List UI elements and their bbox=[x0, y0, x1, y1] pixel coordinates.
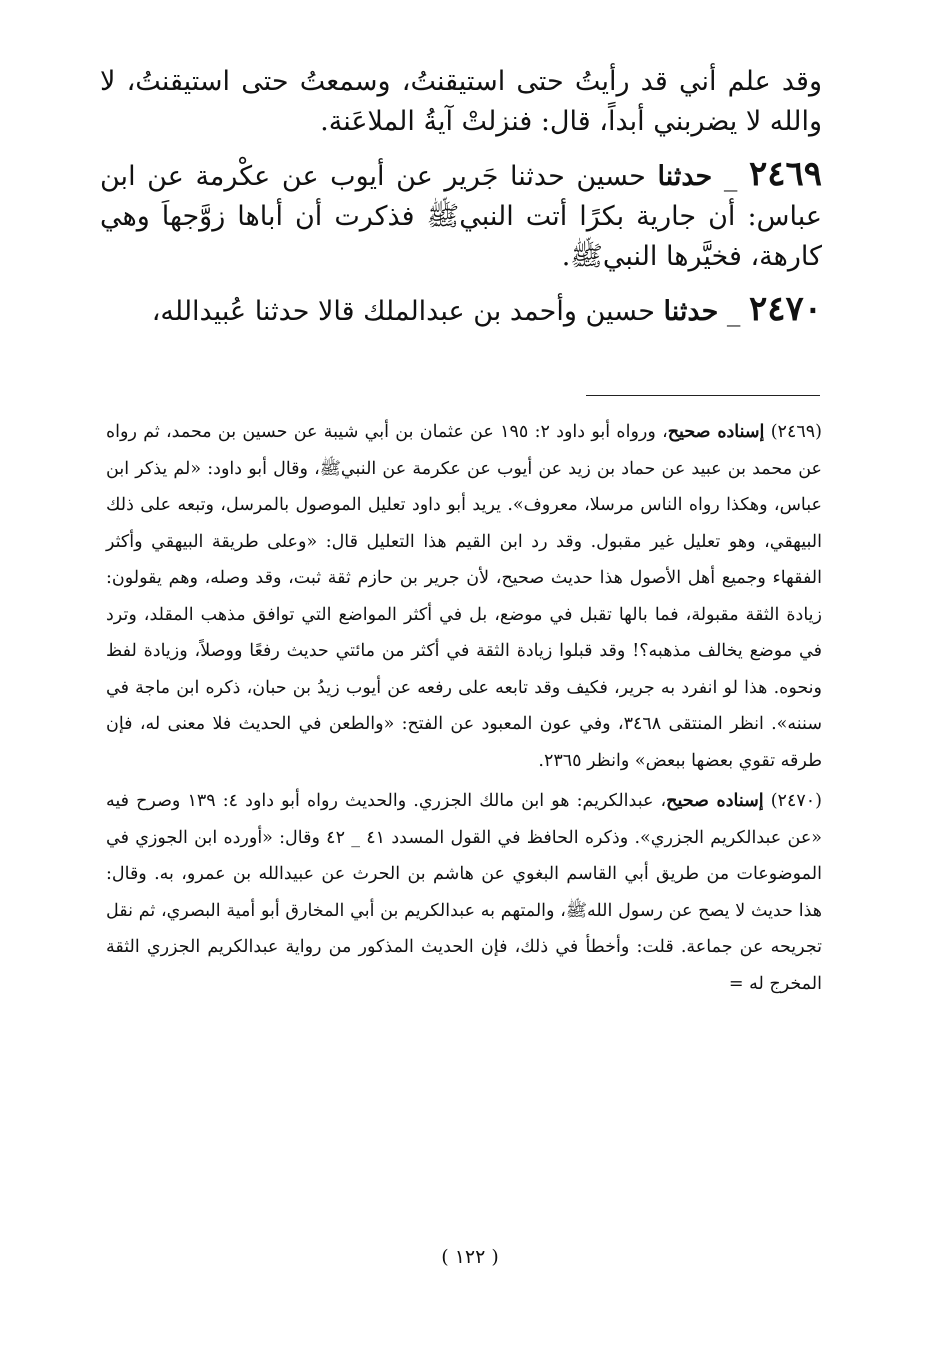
footnotes-block bbox=[106, 414, 822, 1002]
footnote-2470 bbox=[106, 783, 822, 1002]
hadith-narration-keyword: حدثنا bbox=[657, 161, 713, 192]
hadith-2469 bbox=[100, 154, 822, 277]
footnote-text: ، عبدالكريم: هو ابن مالك الجزري. والحديث رواه أبو داود ٤: ١٣٩ وصرح فيه «عن عبدالكريم الجزري». وذكره الحافظ في القول المسدد ٤١ _ ٤٢ وقال: «أورده ابن الجوزي في الموضوعات من طريق أبي القاسم البغوي عن هاشم بن الحرث عن عبيدالله بن عمرو، به. وقال: هذا حديث لا يصح عن رسول اللهﷺ، والمتهم به عبدالكريم بن أبي المخارق أبو أمية البصري، ثم نقل تجريحه عن جماعة. قلت: وأخطأ في ذلك، فإن الحديث المذكور من رواية عبدالكريم الجزري الثقة المخرج له = bbox=[106, 791, 822, 994]
main-text-block bbox=[100, 62, 822, 332]
hadith-2470 bbox=[100, 289, 822, 332]
hadith-narration-keyword: حدثنا bbox=[663, 296, 719, 327]
hadith-number: ٢٤٧٠ bbox=[748, 289, 822, 329]
page-number: ( ١٢٢ ) bbox=[441, 1246, 499, 1268]
footnote-number: (٢٤٦٩) bbox=[770, 422, 822, 442]
footnote-text: ، ورواه أبو داود ٢: ١٩٥ عن عثمان بن أبي شيبة عن حسين بن محمد، ثم رواه عن محمد بن عبيد عن حماد بن زيد عن أيوب عن عكرمة عن النبيﷺ، وقال أبو داود: «لم يذكر ابن عباس، وهكذا رواه الناس مرسلا، معروف». يريد أبو داود تعليل الموصول بالمرسل، وتبعه على ذلك البيهقي، وهو تعليل غير مقبول. وقد رد ابن القيم هذا التعليل قال: «وعلى طريقة البيهقي وأكثر الفقهاء وجميع أهل الأصول هذا حديث صحيح، لأن جرير بن حازم ثقة ثبت، وقد وصله، وهم يقولون: زيادة الثقة مقبولة، فما بالها تقبل في موضع، بل في أكثر المواضع التي توافق مذهب المقلد، وترد في موضع يخالف مذهبه؟! وقد قبلوا زيادة الثقة في أكثر من مائتي حديث رفعًا ووصلاً، وزيادة لفظ ونحوه. هذا لو انفرد به جرير، فكيف وقد تابعه على رفعه عن أيوب زيدُ بن حبان، ذكره ابن ماجة في سننه». انظر المنتقى ٣٤٦٨، وفي عون المعبود عن الفتح: «والطعن في الحديث فلا معنى له، فإن طرقه تقوي بعضها ببعض» وانظر ٢٣٦٥. bbox=[106, 422, 822, 771]
hadith-text: حسين حدثنا جَرير عن أيوب عن عكْرمة عن ابن عباس: أن جارية بكرًا أتت النبيﷺ فذكرت أن أباها زوَّجهاَ وهي كارهة، فخيَّرها النبيﷺ. bbox=[100, 161, 822, 272]
footnote-grading: إسناده صحيح bbox=[666, 791, 764, 811]
main-paragraph-continuation: وقد علم أني قد رأيتُ حتى استيقنتُ، وسمعتُ حتى استيقنتُ، لا والله لا يضربني أبداً، قال: فنزلتْ آيةُ الملاعَنة. bbox=[100, 66, 822, 137]
footnote-number: (٢٤٧٠) bbox=[770, 791, 822, 811]
hadith-dash: _ bbox=[718, 296, 749, 327]
hadith-number: ٢٤٦٩ bbox=[748, 154, 822, 194]
footnote-grading: إسناده صحيح bbox=[667, 422, 765, 442]
footnote-2469 bbox=[106, 414, 822, 779]
hadith-text: حسين وأحمد بن عبدالملك قالا حدثنا عُبيدالله، bbox=[151, 296, 664, 327]
footnote-separator bbox=[586, 395, 820, 396]
hadith-dash: _ bbox=[712, 161, 749, 192]
